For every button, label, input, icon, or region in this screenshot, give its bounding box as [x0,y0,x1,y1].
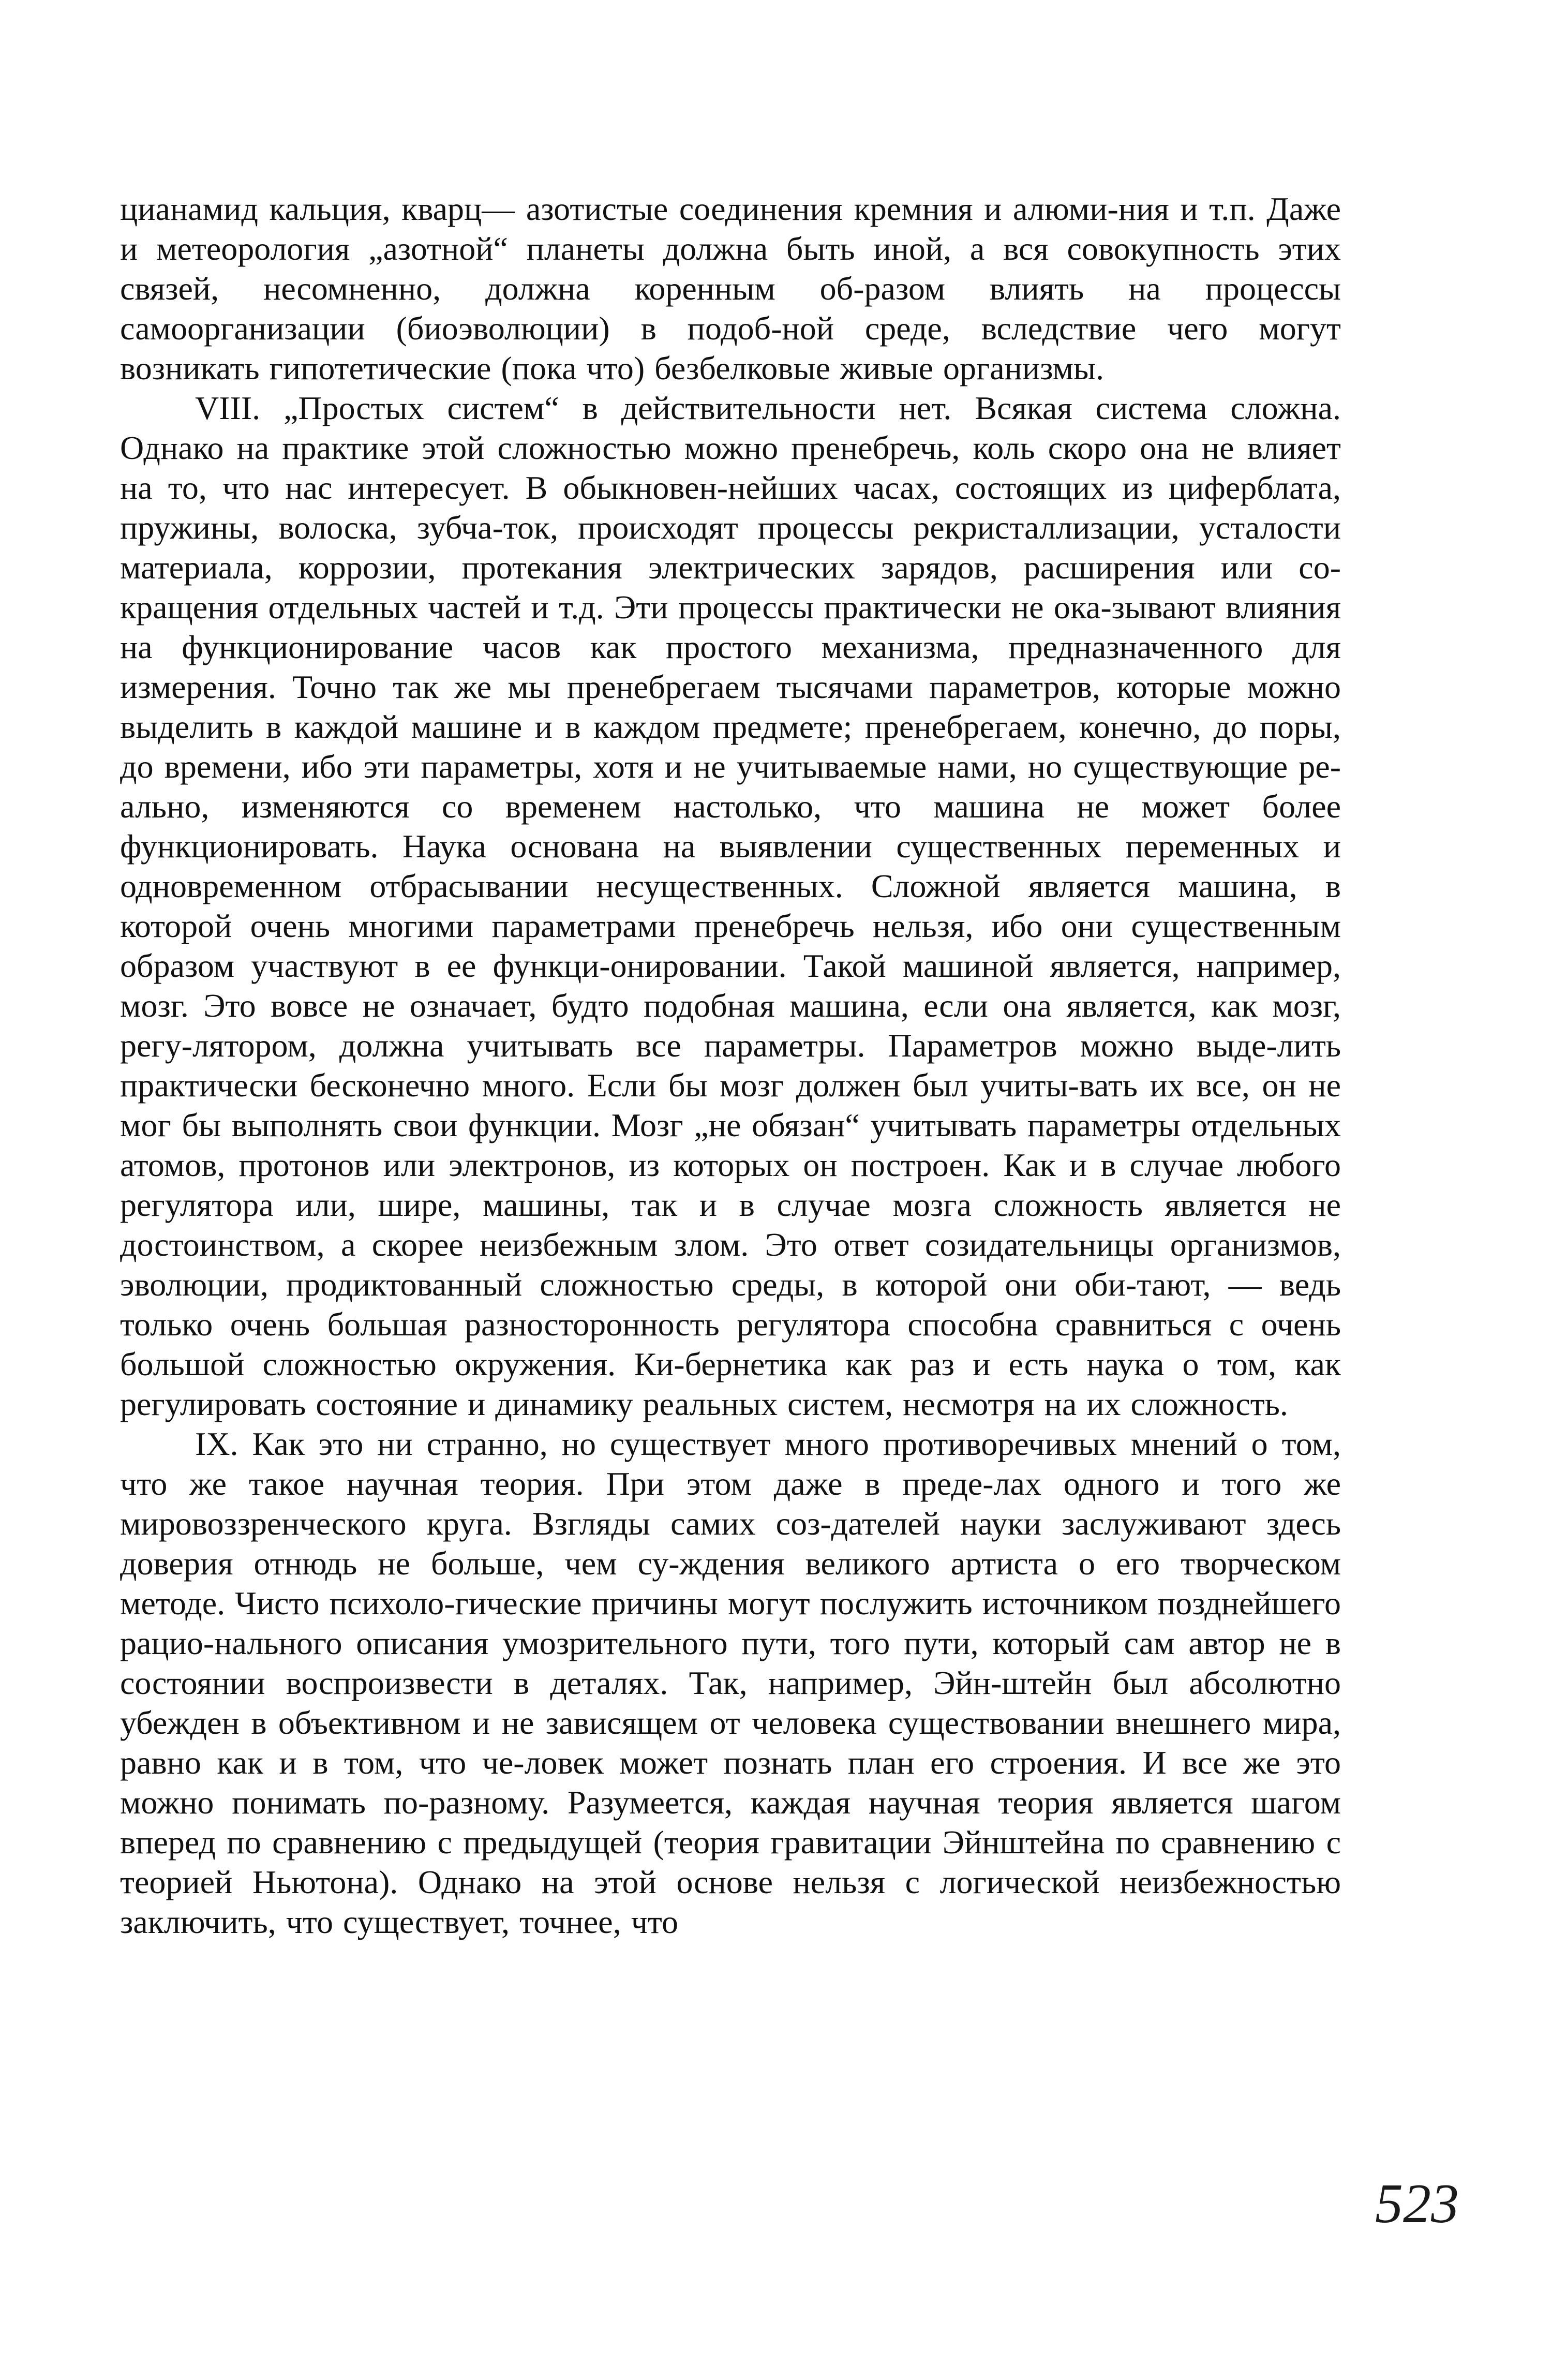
body-text [120,189,1341,1942]
page-number: 523 [1375,2173,1459,2235]
paragraph-viii: VIII. „Простых систем“ в действительности нет. Всякая система сложна. Однако на практике этой сложностью можно пренебречь, коль скоро она не влияет на то, что нас интересует. В обыкновен-нейших часах, состоящих из циферблата, пружины, волоска, зубча-ток, происходят процессы рекристаллизации, усталости материала, коррозии, протекания электрических зарядов, расширения или со-кращения отдельных частей и т.д. Эти процессы практически не ока-зывают влияния на функционирование часов как простого механизма, предназначенного для измерения. Точно так же мы пренебрегаем тысячами параметров, которые можно выделить в каждой машине и в каждом предмете; пренебрегаем, конечно, до поры, до времени, ибо эти параметры, хотя и не учитываемые нами, но существующие ре-ально, изменяются со временем настолько, что машина не может более функционировать. Наука основана на выявлении существенных переменных и одновременном отбрасывании несущественных. Сложной является машина, в которой очень многими параметрами пренебречь нельзя, ибо они существенным образом участвуют в ее функци-онировании. Такой машиной является, например, мозг. Это вовсе не означает, будто подобная машина, если она является, как мозг, регу-лятором, должна учитывать все параметры. Параметров можно выде-лить практически бесконечно много. Если бы мозг должен был учиты-вать их все, он не мог бы выполнять свои функции. Мозг „не обязан“ учитывать параметры отдельных атомов, протонов или электронов, из которых он построен. Как и в случае любого регулятора или, шире, машины, так и в случае мозга сложность является не достоинством, а скорее неизбежным злом. Это ответ созидательницы организмов, эволюции, продиктованный сложностью среды, в которой они оби-тают, — ведь только очень большая разносторонность регулятора способна сравниться с очень большой сложностью окружения. Ки-бернетика как раз и есть наука о том, как регулировать состояние и динамику реальных систем, несмотря на их сложность. [120,390,1341,1422]
paragraph-continuation: цианамид кальция, кварц— азотистые соединения кремния и алюми-ния и т.п. Даже и метеорология „азотной“ планеты должна быть иной, а вся совокупность этих связей, несомненно, должна коренным об-разом влиять на процессы самоорганизации (биоэволюции) в подоб-ной среде, вследствие чего могут возникать гипотетические (пока что) безбелковые живые организмы. [120,190,1341,386]
paragraph-ix: IX. Как это ни странно, но существует много противоречивых мнений о том, что же такое научная теория. При этом даже в преде-лах одного и того же мировоззренческого круга. Взгляды самих соз-дателей науки заслуживают здесь доверия отнюдь не больше, чем су-ждения великого артиста о его творческом методе. Чисто психоло-гические причины могут послужить источником позднейшего рацио-нального описания умозрительного пути, того пути, который сам автор не в состоянии воспроизвести в деталях. Так, например, Эйн-штейн был абсолютно убежден в объективном и не зависящем от человека существовании внешнего мира, равно как и в том, что че-ловек может познать план его строения. И все же это можно понимать по-разному. Разумеется, каждая научная теория является шагом вперед по сравнению с предыдущей (теория гравитации Эйнштейна по сравнению с теорией Ньютона). Однако на этой основе нельзя с логической неизбежностью заключить, что существует, точнее, что [120,1425,1341,1940]
